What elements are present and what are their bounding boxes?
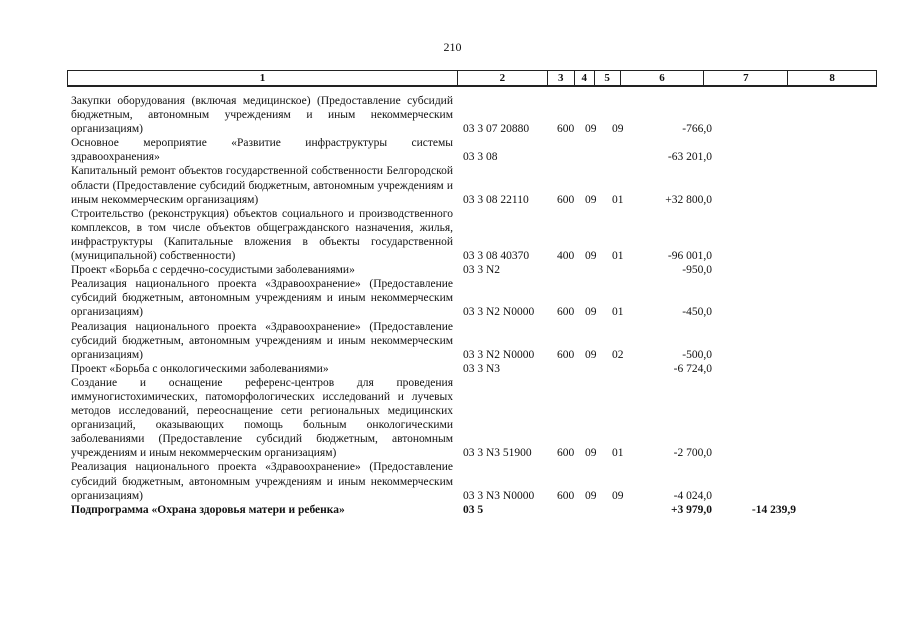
row-rz: 09 — [585, 123, 597, 136]
header-col-1: 1 — [68, 71, 458, 85]
row-description: Подпрограмма «Охрана здоровья матери и ребенка» — [71, 503, 345, 516]
row-code: 03 3 N3 — [463, 362, 501, 375]
row-code: 03 3 08 22110 — [463, 193, 529, 206]
header-col-2: 2 — [458, 71, 548, 85]
row-code: 03 3 N3 51900 — [463, 447, 532, 460]
row-pr: 01 — [612, 306, 624, 319]
row-pr: 01 — [612, 447, 624, 460]
row-amount-6: -63 201,0 — [667, 151, 712, 164]
row-pr: 01 — [612, 193, 624, 206]
table-row — [67, 263, 877, 277]
row-amount-6: -500,0 — [682, 348, 712, 361]
row-vr: 600 — [557, 489, 575, 502]
table-header — [67, 70, 877, 87]
row-pr: 01 — [612, 250, 624, 263]
row-vr: 400 — [557, 250, 575, 263]
row-amount-6: -950,0 — [682, 264, 712, 277]
table-row — [67, 94, 877, 136]
row-vr: 600 — [557, 306, 575, 319]
page-number: 210 — [443, 40, 462, 54]
table-row — [67, 277, 877, 319]
header-col-3: 3 — [548, 71, 575, 85]
header-col-5: 5 — [595, 71, 621, 85]
row-amount-6: +3 979,0 — [670, 503, 712, 516]
row-vr: 600 — [557, 348, 575, 361]
row-vr: 600 — [557, 193, 575, 206]
row-description: Проект «Борьба с сердечно-сосудистыми заболеваниями» — [71, 264, 355, 277]
row-rz: 09 — [585, 250, 597, 263]
row-description: Закупки оборудования (включая медицинское) (Предоставление субсидий бюджетным, автономным учреждениям и иным некоммерческим организациям) — [71, 95, 453, 136]
row-description: Реализация национального проекта «Здравоохранение» (Предоставление субсидий бюджетным, автономным учреждениям и иным некоммерческим организациям) — [71, 320, 453, 361]
table-row — [67, 460, 877, 502]
row-description: Проект «Борьба с онкологическими заболеваниями» — [71, 362, 329, 375]
row-vr: 600 — [557, 123, 575, 136]
table-row — [67, 136, 877, 164]
row-description: Основное мероприятие «Развитие инфраструктуры системы здравоохранения» — [71, 137, 453, 164]
row-amount-6: +32 800,0 — [665, 193, 712, 206]
row-rz: 09 — [585, 489, 597, 502]
row-amount-6: -766,0 — [682, 123, 712, 136]
row-pr: 09 — [612, 489, 624, 502]
row-pr: 02 — [612, 348, 624, 361]
row-amount-6: -450,0 — [682, 306, 712, 319]
row-pr: 09 — [612, 123, 624, 136]
row-code: 03 3 07 20880 — [463, 123, 530, 136]
row-rz: 09 — [585, 348, 597, 361]
header-col-4: 4 — [575, 71, 595, 85]
table-row — [67, 320, 877, 362]
table-row — [67, 164, 877, 206]
row-code: 03 3 08 40370 — [463, 250, 530, 263]
table-row — [67, 362, 877, 376]
row-rz: 09 — [585, 193, 597, 206]
row-description: Создание и оснащение референс-центров для проведения иммуногистохимических, патоморфологических исследований и лучевых методов исследований, переоснащение сети региональных медицинских организаций, оказывающих помощь больным онкологическими заболеваниями (Предоставление субсидий бюджетным, автономным учреждениям и иным некоммерческим организациям) — [71, 376, 453, 460]
row-rz: 09 — [585, 447, 597, 460]
table-row — [67, 207, 877, 263]
row-code: 03 5 — [463, 503, 484, 516]
row-description: Строительство (реконструкция) объектов социального и производственного комплексов, в том числе объектов общегражданского назначения, жилья, инфраструктуры (Капитальные вложения в объекты государственной (муниципальной) собственности) — [71, 207, 453, 263]
header-col-8: 8 — [829, 72, 835, 84]
row-code: 03 3 N2 N0000 — [463, 348, 535, 361]
row-amount-6: -4 024,0 — [673, 489, 712, 502]
row-description: Реализация национального проекта «Здравоохранение» (Предоставление субсидий бюджетным, автономным учреждениям и иным некоммерческим организациям) — [71, 278, 453, 319]
row-amount-6: -2 700,0 — [673, 447, 712, 460]
row-code: 03 3 N3 N0000 — [463, 489, 535, 502]
row-code: 03 3 N2 N0000 — [463, 306, 535, 319]
row-code: 03 3 N2 — [463, 264, 501, 277]
header-col-7: 7 — [704, 71, 788, 85]
header-col-6: 6 — [621, 71, 705, 85]
table-row-subprogram — [67, 503, 877, 517]
table-row — [67, 376, 877, 461]
row-amount-7: -14 239,9 — [751, 503, 796, 516]
row-vr: 600 — [557, 447, 575, 460]
row-amount-6: -6 724,0 — [673, 362, 712, 375]
row-amount-6: -96 001,0 — [667, 250, 712, 263]
row-description: Реализация национального проекта «Здравоохранение» (Предоставление субсидий бюджетным, автономным учреждениям и иным некоммерческим организациям) — [71, 461, 453, 502]
row-rz: 09 — [585, 306, 597, 319]
row-code: 03 3 08 — [463, 151, 498, 164]
row-description: Капитальный ремонт объектов государственной собственности Белгородской области (Предоставление субсидий бюджетным, автономным учреждениям и иным некоммерческим организациям) — [71, 165, 453, 206]
table-body — [67, 94, 877, 517]
